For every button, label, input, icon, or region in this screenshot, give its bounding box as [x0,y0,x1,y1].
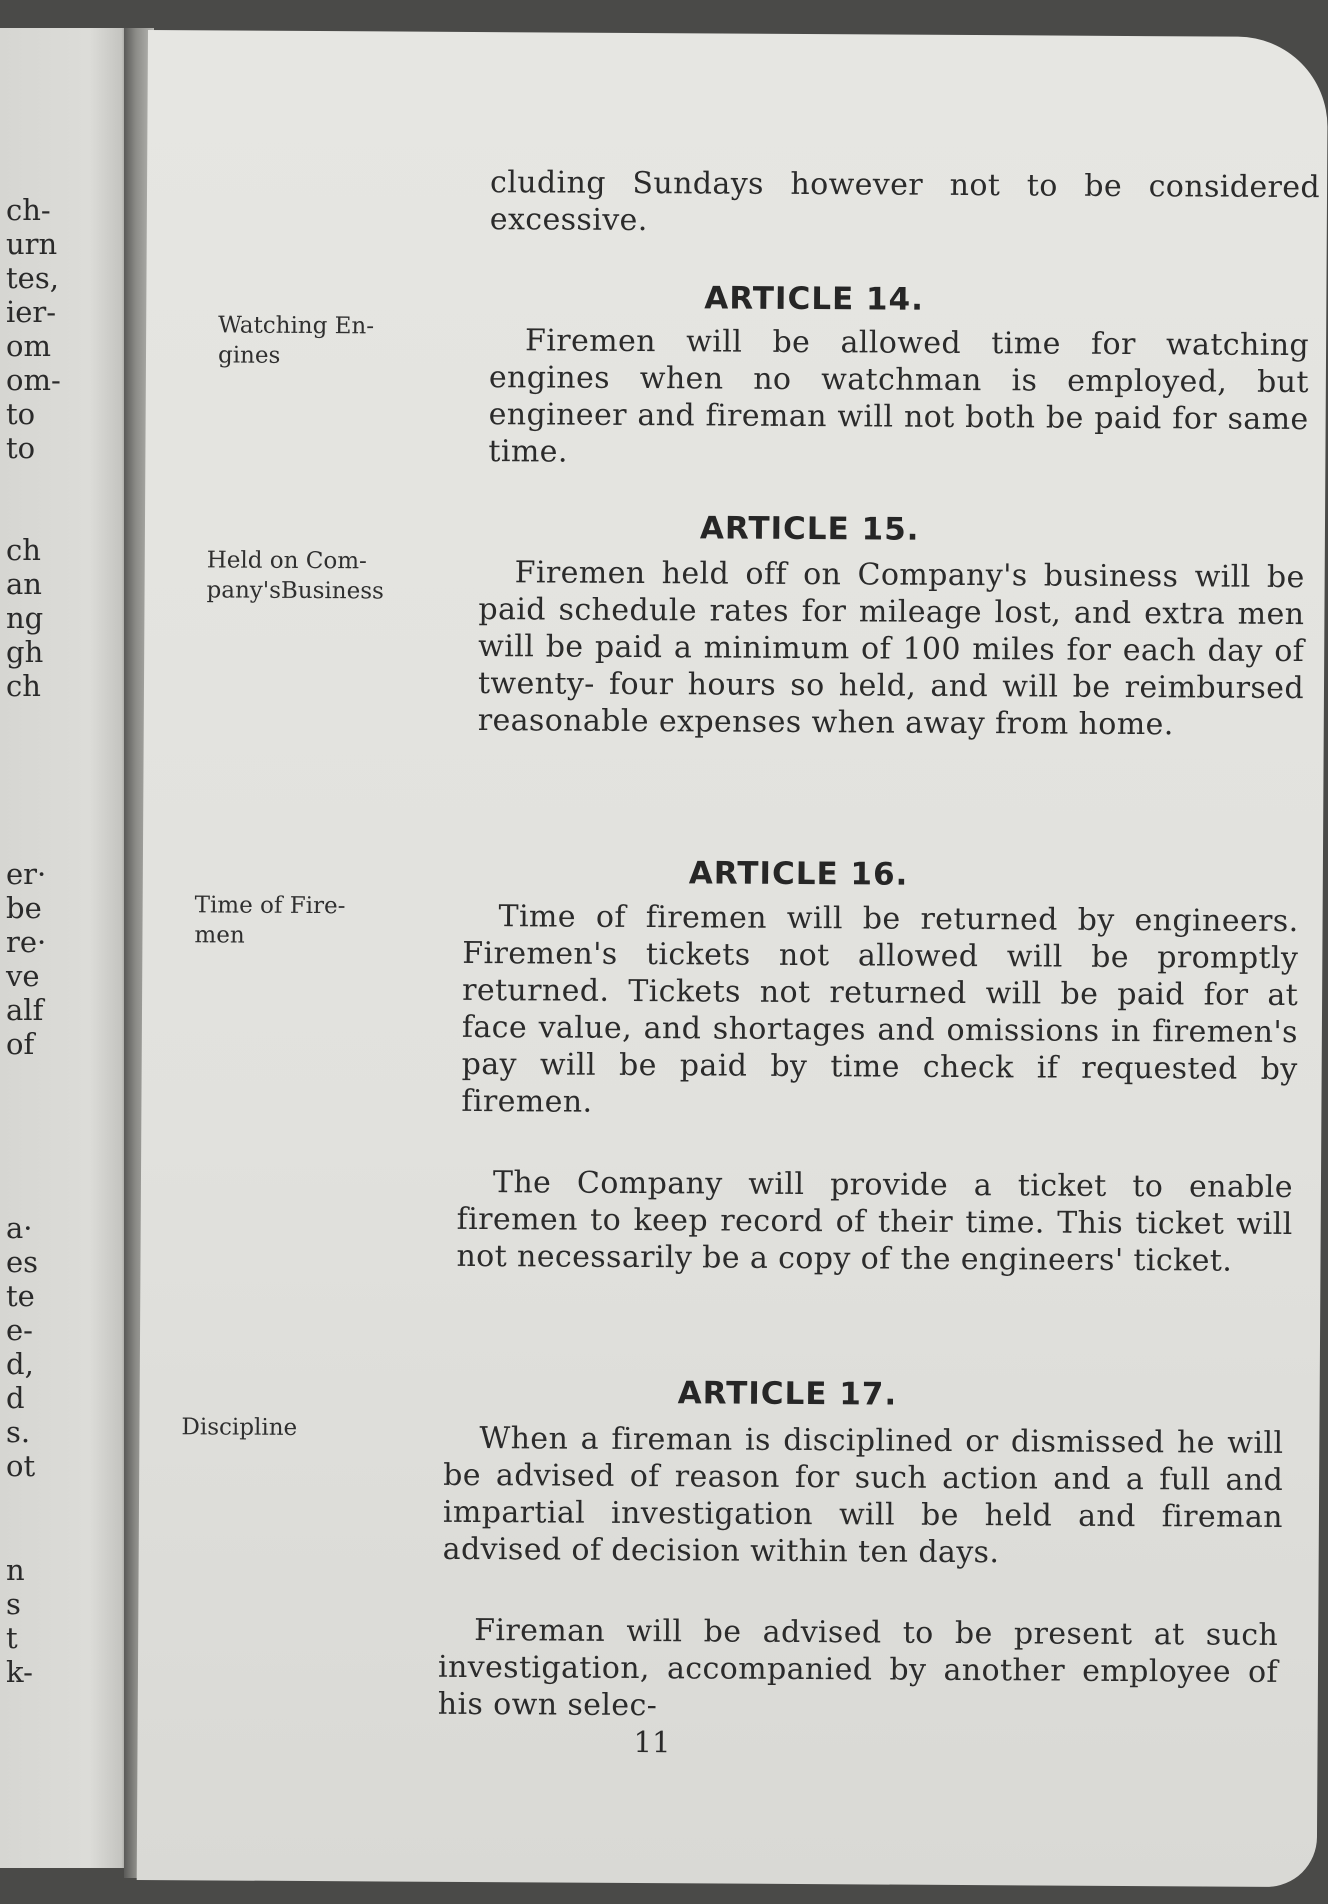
article-17-paragraph-1: When a fireman is disciplined or dismissed he will be advised of reason for such action and a full and impartial investigation will be held and fireman advised of decision within ten days. [442,1421,1284,1571]
left-page-fragment: n [6,1553,25,1587]
right-page [137,30,1328,1887]
left-page-fragment: a· [6,1211,33,1245]
left-page [0,28,128,1868]
article-16-paragraph-1: Time of firemen will be returned by engineers. Firemen's tickets not allowed will be promptly returned. Tickets not returned will be paid for at face value, and shortages and omissions in firemen's pay will be paid by time check if requested by firemen. [461,899,1299,1120]
article-14-paragraph: Firemen will be allowed time for watching engines when no watchman is employed, but engineer and fireman will not both be paid for same time. [488,323,1310,470]
left-page-fragment: e- [6,1313,33,1347]
article-15-heading: ARTICLE 15. [699,510,920,548]
article-17-paragraph-2: Fireman will be advised to be present at such investigation, accompanied by another employee of his own selec- [437,1613,1279,1724]
left-page-fragment: om [6,329,51,363]
left-page-fragment: alf [6,993,44,1027]
left-page-fragment: s. [6,1415,31,1449]
margin-note-discipline: Discipline [181,1414,298,1441]
left-page-fragment: er· [6,857,47,891]
left-page-fragment: be [6,891,42,925]
article-16-paragraph-2: The Company will provide a ticket to enable firemen to keep record of their time. This ticket will not necessarily be a copy of the engineers' ticket. [456,1165,1294,1279]
article-17-heading: ARTICLE 17. [677,1375,898,1413]
left-page-fragment: ch [6,533,41,567]
left-page-fragment: d [6,1381,25,1415]
margin-note-held-on-company-business: Held on Com- pany'sBusiness [206,547,384,605]
left-page-fragment: ot [6,1449,36,1483]
intro-text: cluding Sundays however not to be considered excessive. [489,165,1321,239]
left-page-fragment: an [6,567,42,601]
left-page-fragment: gh [6,635,44,669]
left-page-fragment: ch- [6,193,51,227]
article-16-heading: ARTICLE 16. [688,855,909,893]
article-14-heading: ARTICLE 14. [704,280,925,318]
left-page-fragment: k- [6,1655,33,1689]
article-15-paragraph: Firemen held off on Company's business will be paid schedule rates for mileage lost, and extra men will be paid a minimum of 100 miles for each day of twenty- four hours so held, and will be reimbursed reasonable expenses when away from home. [477,555,1305,743]
left-page-fragment: t [6,1621,18,1655]
left-page-fragment: om- [6,363,61,397]
left-page-fragment: to [6,431,36,465]
left-page-fragment: to [6,397,36,431]
left-page-fragment: re· [6,925,47,959]
left-page-fragment: te [6,1279,35,1313]
left-page-fragment: ch [6,669,41,703]
left-page-fragment: d, [6,1347,34,1381]
margin-note-watching-engines: Watching En- gines [217,312,375,369]
left-page-fragment: urn [6,227,58,261]
left-page-fragment: es [6,1245,39,1279]
left-page-fragment: tes, [6,261,59,295]
left-page-fragment: of [6,1027,35,1061]
left-page-fragment: ier- [6,295,57,329]
page-number: 11 [633,1724,671,1760]
left-page-fragment: ve [6,959,40,993]
left-page-fragment: ng [6,601,44,635]
margin-note-time-of-firemen: Time of Fire- men [194,892,346,949]
left-page-fragment: s [6,1587,21,1621]
